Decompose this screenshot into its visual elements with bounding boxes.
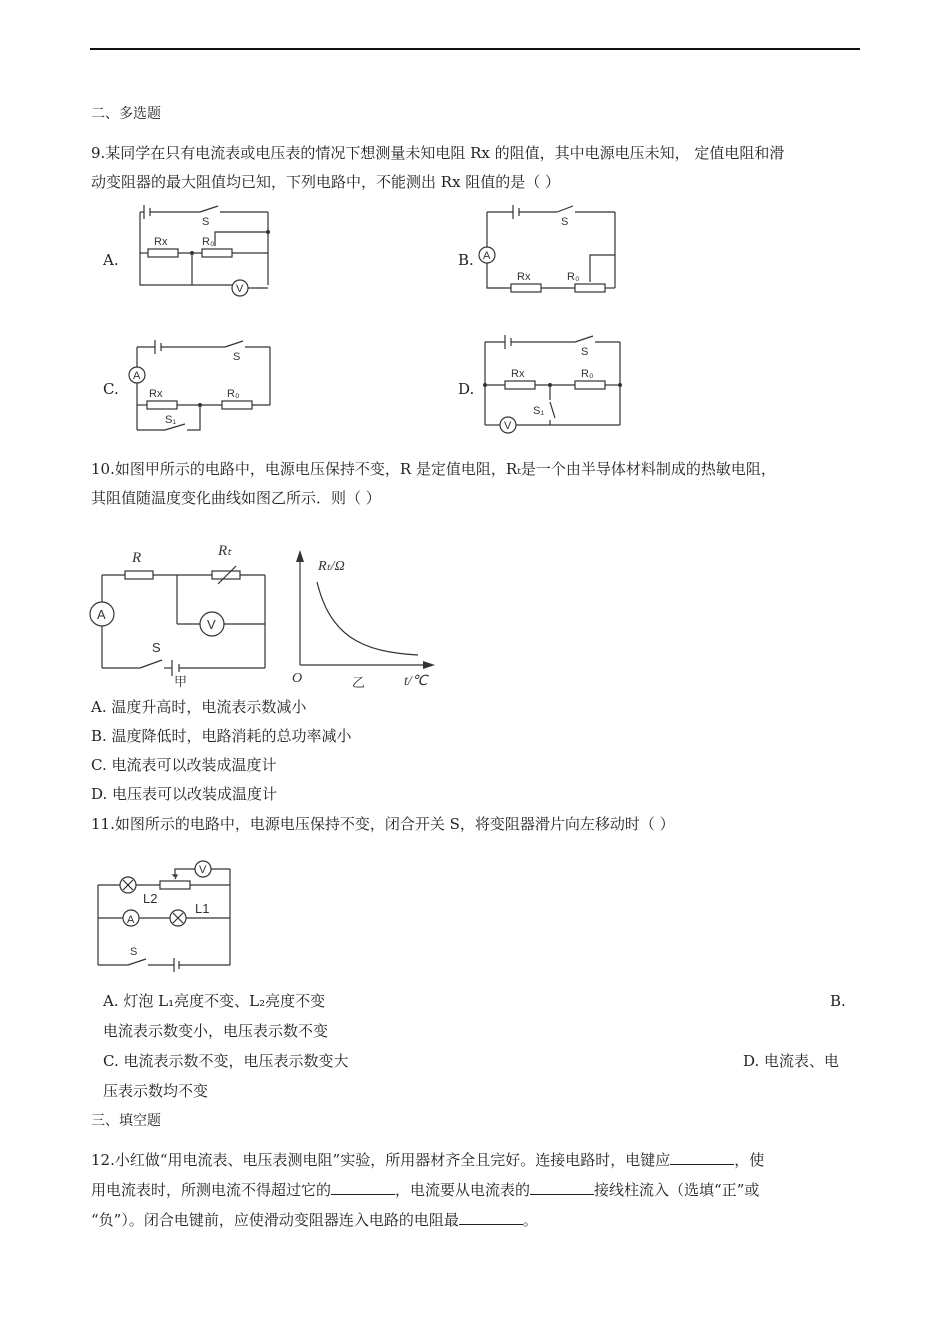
q10-graph-ylabel: Rₜ/Ω [318, 559, 345, 574]
q9c-r0-label: R₀ [227, 388, 240, 400]
q12-blank-4[interactable] [459, 1210, 523, 1225]
q12-line2-text-c: 接线柱流入（选填“正”或 [594, 1181, 760, 1199]
q9d-voltmeter-label: V [504, 420, 512, 432]
q10-ammeter-label: A [97, 607, 106, 622]
q12-line1-text-a: 12.小红做“用电流表、电压表测电阻”实验，所用器材齐全且完好。连接电路时，电键应 [91, 1151, 671, 1169]
q10-option-c[interactable]: C. 电流表可以改装成温度计 [91, 756, 277, 774]
q11-option-b-text[interactable]: 电流表示数变小，电压表示数不变 [103, 1022, 329, 1040]
q11-l2-label: L2 [143, 891, 158, 906]
q12-blank-3[interactable] [530, 1180, 594, 1195]
q12-blank-2[interactable] [331, 1180, 395, 1195]
section-title-multiple-choice: 二、多选题 [91, 106, 161, 122]
q9a-r0-label: R₀ [202, 236, 215, 248]
section-title-fill-in: 三、填空题 [91, 1113, 161, 1129]
q11-ammeter-label: A [127, 914, 135, 926]
q9c-s1-label: S₁ [165, 414, 177, 426]
q9d-s-label: S [581, 346, 589, 358]
q9-circuit-a [130, 200, 290, 300]
q10-r-label: R [132, 550, 142, 566]
q12-line3-text-b: 。 [522, 1211, 538, 1229]
q9c-rx-label: Rx [149, 388, 163, 400]
q11-s-label: S [130, 946, 138, 958]
q11-option-c[interactable]: C. 电流表示数不变，电压表示数变大 [103, 1052, 349, 1070]
header-rule [90, 48, 860, 50]
q9a-rx-label: Rx [154, 236, 168, 248]
q12-line3 [91, 1210, 538, 1230]
q11-voltmeter-label: V [199, 864, 207, 876]
q12-line3-text-a: “负”）。闭合电键前，应使滑动变阻器连入电路的电阻最 [91, 1211, 459, 1229]
q9-option-b-label[interactable]: B. [458, 251, 474, 269]
q12-line2-text-b: ，电流要从电流表的 [395, 1181, 531, 1199]
q11-option-d-text[interactable]: 压表示数均不变 [103, 1082, 209, 1100]
q9-stem-line1: 9.某同学在只有电流表或电压表的情况下想测量未知电阻 Rx 的阻值，其中电源电压未知， 定值电阻和滑 [91, 144, 785, 162]
q12-line1 [91, 1150, 764, 1170]
q10-option-d[interactable]: D. 电压表可以改装成温度计 [91, 785, 278, 803]
q10-yi-caption: 乙 [352, 675, 366, 690]
q11-option-d-label[interactable]: D. 电流表、电 [743, 1052, 840, 1070]
q9c-s-label: S [233, 351, 241, 363]
q9a-voltmeter-label: V [236, 283, 244, 295]
q9a-s-label: S [202, 216, 210, 228]
q10-s-label: S [152, 640, 161, 655]
q10-stem-line2: 其阻值随温度变化曲线如图乙所示．则（ ） [91, 489, 381, 507]
q9d-s1-label: S₁ [533, 405, 545, 417]
q9-circuit-b [475, 200, 635, 300]
q9b-s-label: S [561, 216, 569, 228]
q9b-rx-label: Rx [517, 271, 531, 283]
q10-graph-origin: O [292, 671, 303, 686]
q9-option-c-label[interactable]: C. [103, 380, 119, 398]
q12-blank-1[interactable] [670, 1150, 734, 1165]
q9-option-d-label[interactable]: D. [458, 380, 475, 398]
q12-line1-text-b: ，使 [734, 1151, 765, 1169]
q10-rt-label: Rₜ [218, 543, 232, 559]
q9b-ammeter-label: A [483, 250, 491, 262]
q9-stem-line2: 动变阻器的最大阻值均已知，下列电路中，不能测出 Rx 阻值的是（ ） [91, 173, 561, 191]
q12-line2-text-a: 用电流表时，所测电流不得超过它的 [91, 1181, 332, 1199]
q10-option-a[interactable]: A. 温度升高时，电流表示数减小 [91, 698, 307, 716]
q10-stem-line1: 10.如图甲所示的电路中，电源电压保持不变，R 是定值电阻，Rₜ是一个由半导体材料制成的热敏电阻， [91, 460, 776, 478]
q10-voltmeter-label: V [207, 617, 216, 632]
q9-circuit-d [475, 330, 635, 440]
q11-option-b-label[interactable]: B. [830, 992, 846, 1010]
q10-jia-caption: 甲 [174, 674, 188, 689]
q10-figure-jia [90, 540, 270, 690]
q11-option-a[interactable]: A. 灯泡 L₁亮度不变、L₂亮度不变 [103, 992, 326, 1010]
q10-option-b[interactable]: B. 温度降低时，电路消耗的总功率减小 [91, 727, 352, 745]
q11-circuit [90, 855, 240, 970]
q9c-ammeter-label: A [133, 370, 141, 382]
q10-rt-curve [317, 582, 418, 655]
q9-circuit-c [125, 335, 285, 435]
q10-figure-yi-graph [280, 540, 450, 690]
q12-line2 [91, 1180, 759, 1200]
q11-l1-label: L1 [195, 901, 210, 916]
q9d-r0-label: R₀ [581, 368, 594, 380]
q11-stem: 11.如图所示的电路中，电源电压保持不变，闭合开关 S，将变阻器滑片向左移动时（ ） [91, 815, 675, 833]
q10-graph-xlabel: t/℃ [404, 674, 428, 689]
q9d-rx-label: Rx [511, 368, 525, 380]
q9-option-a-label[interactable]: A. [103, 251, 119, 269]
q9b-r0-label: R₀ [567, 271, 580, 283]
